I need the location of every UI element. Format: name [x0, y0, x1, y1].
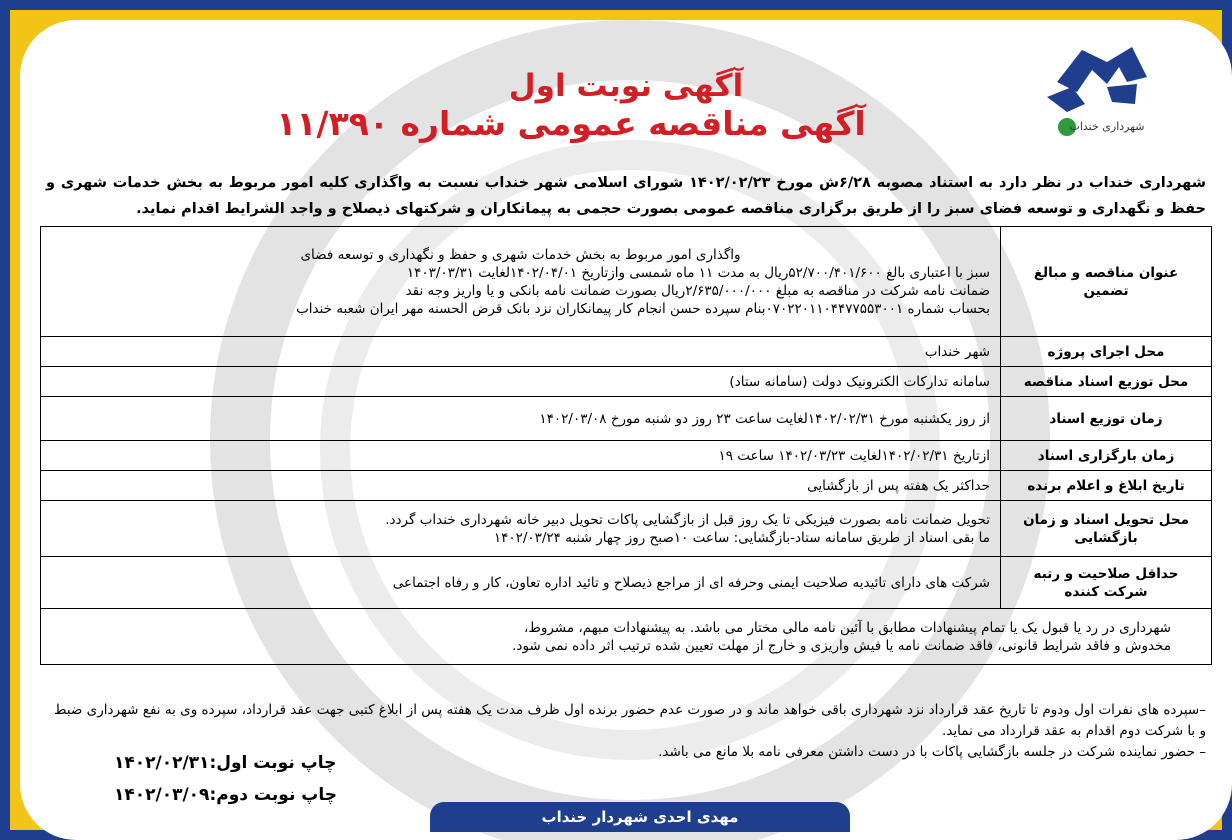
announcement-title-line2: آگهی مناقصه عمومی شماره ۱۱/۳۹۰ — [276, 104, 866, 143]
row-value — [41, 471, 1001, 501]
row-value-line: سامانه تدارکات الکترونیک دولت (سامانه ستاد) — [729, 373, 990, 390]
row-value — [41, 367, 1001, 397]
row-value — [41, 441, 1001, 471]
row-value-line: تحویل ضمانت نامه بصورت فیزیکی تا یک روز قبل از بازگشایی پاکات تحویل دبیر خانه شهرداری خنداب گردد. — [385, 511, 990, 528]
row-value — [41, 337, 1001, 367]
table-row — [41, 501, 1212, 557]
svg-text:شهرداری خنداب: شهرداری خنداب — [1069, 120, 1145, 133]
row-value-line: از روز یکشنبه مورخ ۱۴۰۲/۰۲/۳۱لغایت ساعت ۲۳ روز دو شنبه مورخ ۱۴۰۲/۰۳/۰۸ — [539, 410, 990, 427]
row-value — [41, 227, 1001, 337]
row-label: حداقل صلاحیت و رتبه شرکت کننده — [1001, 557, 1212, 609]
table-footer-line: مخدوش و فاقد شرایط قانونی، فاقد ضمانت نامه یا فیش واریزی و خارج از مهلت تعیین شده ترتیب اثر داده نمی شود. — [512, 637, 1171, 654]
first-print-date: چاپ نوبت اول:۱۴۰۲/۰۲/۳۱ — [114, 753, 337, 773]
row-label: محل تحویل اسناد و زمان بازگشایی — [1001, 501, 1212, 557]
row-value-line: ما بقی اسناد از طریق سامانه ستاد-بازگشایی: ساعت ۱۰صبح روز چهار شنبه ۱۴۰۲/۰۳/۲۴ — [493, 529, 990, 546]
row-value — [41, 557, 1001, 609]
row-value — [41, 501, 1001, 557]
row-value-line: حداکثر یک هفته پس از بازگشایی — [807, 477, 990, 494]
row-value-line: شرکت های دارای تائیدیه صلاحیت ایمنی وحرفه ای از مراجع ذیصلاح و تائید اداره تعاون، کار و رفاه اجتماعی — [392, 574, 990, 591]
table-row — [41, 337, 1212, 367]
row-label: محل اجرای پروژه — [1001, 337, 1212, 367]
announcement-title-line1: آگهی نوبت اول — [508, 68, 744, 104]
table-row — [41, 471, 1212, 501]
row-label: تاریخ ابلاغ و اعلام برنده — [1001, 471, 1212, 501]
table-footer-row — [41, 609, 1212, 665]
note-2: – حضور نماینده شرکت در جلسه بازگشایی پاکات با در دست داشتن معرفی نامه بلا مانع می باشد. — [658, 744, 1206, 760]
table-row — [41, 441, 1212, 471]
row-label: زمان بارگزاری اسناد — [1001, 441, 1212, 471]
second-print-date: چاپ نوبت دوم:۱۴۰۲/۰۳/۰۹ — [114, 785, 337, 805]
table-footer-text — [41, 609, 1212, 665]
note-1: –سپرده های نفرات اول ودوم تا تاریخ عقد قرارداد نزد شهرداری باقی خواهد ماند و در صورت عدم حضور برنده اول ظرف مدت یک هفته پس از ابلاغ کتبی جهت عقد قرارداد، سپرده وی به نفع شهرداری ضبط و با شرکت دوم اقدام به عقد قرارداد می نماید. — [54, 702, 1206, 739]
table-row — [41, 367, 1212, 397]
row-value-line: سبز با اعتباری بالغ ۵۲/۷۰۰/۴۰۱/۶۰۰ریال به مدت ۱۱ ماه شمسی وازتاریخ ۱۴۰۲/۰۴/۰۱لغایت ۱۴۰۳/۰۳/۳۱ — [406, 264, 990, 281]
table-row — [41, 397, 1212, 441]
signature-banner: مهدی احدی شهردار خنداب — [430, 802, 850, 832]
intro-paragraph: شهرداری خنداب در نظر دارد به استناد مصوبه ۶/۲۸ش مورخ ۱۴۰۲/۰۲/۲۳ شورای اسلامی شهر خنداب نسبت به واگذاری کلیه امور مربوط به بخش خدمات شهری و حفظ و نگهداری و توسعه فضای سبز را از طریق برگزاری مناقصه عمومی بصورت حجمی به پیمانکاران و شرکتهای ذیصلاح و واجد الشرایط اقدام نماید. — [46, 175, 1207, 217]
row-value-line: واگذاری امور مربوط به بخش خدمات شهری و حفظ و نگهداری و توسعه فضای — [300, 246, 741, 263]
row-label: محل توزیع اسناد مناقصه — [1001, 367, 1212, 397]
table-row — [41, 557, 1212, 609]
row-value-line: شهر خنداب — [924, 343, 990, 360]
row-value-line: بحساب شماره ۰۷۰۲۲۰۱۱۰۴۴۷۷۵۵۳۰۰۱بنام سپرده حسن انجام کار پیمانکاران نزد بانک قرض الحسنه مهر ایران شعبه خنداب — [296, 300, 990, 317]
row-label: عنوان مناقصه و مبالغ تضمین — [1001, 227, 1212, 337]
table-row — [41, 227, 1212, 337]
row-value-line: ازتاریخ ۱۴۰۲/۰۲/۳۱لغایت ۱۴۰۲/۰۳/۲۳ ساعت ۱۹ — [718, 447, 990, 464]
announcement-page — [20, 20, 1232, 840]
tender-details-table — [40, 226, 1212, 665]
row-label: زمان توزیع اسناد — [1001, 397, 1212, 441]
row-value-line: ضمانت نامه شرکت در مناقصه به مبلغ ۲/۶۳۵/۰۰۰/۰۰۰ریال بصورت ضمانت نامه بانکی و یا واریز وجه نقد — [405, 282, 990, 299]
row-value — [41, 397, 1001, 441]
table-footer-line: شهرداری در رد یا قبول یک یا تمام پیشنهادات مطابق با آئین نامه مالی مختار می باشد. به پیشنهادات مبهم، مشروط، — [523, 619, 1171, 636]
